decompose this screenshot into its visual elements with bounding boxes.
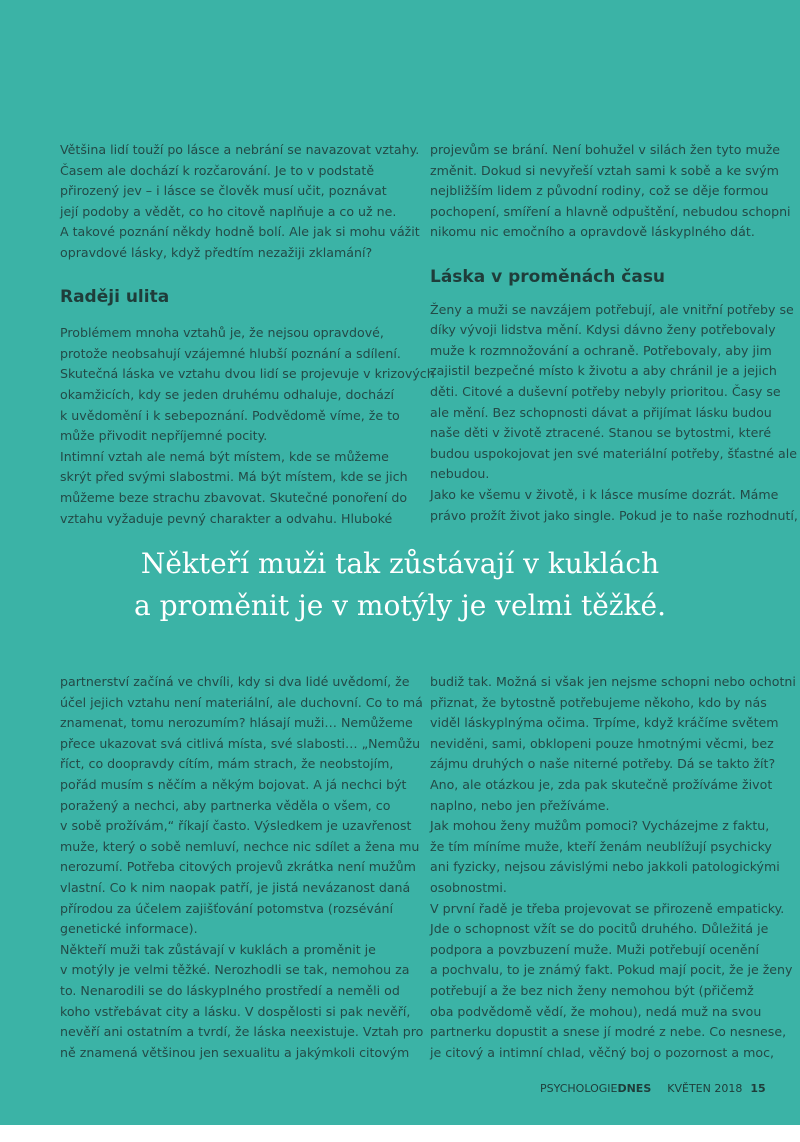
text-line: budou uspokojovat jen své materiální potřeby, šťastné ale: [430, 445, 797, 461]
text-line: Ano, ale otázkou je, zda pak skutečně prožíváme život: [430, 776, 773, 792]
text-line: projevům se brání. Není bohužel v silách žen tyto muže: [430, 142, 781, 157]
text-line: nerozumí. Potřeba citových projevů zkrátka není mužům: [60, 859, 416, 875]
text-line: A takové poznání někdy hodně bolí. Ale jak si mohu vážit: [60, 224, 420, 240]
quote-line: a proměnit je v motýly je velmi těžké.: [134, 589, 666, 622]
text-line: vlastní. Co k nim naopak patří, je jistá nevázanost daná: [60, 879, 411, 895]
text-line: je citový a intimní chlad, věčný boj o pozornost a moc,: [430, 1044, 774, 1060]
body-paragraph: [430, 300, 798, 527]
text-line: partnerství začíná ve chvíli, kdy si dva lidé uvědomí, že: [60, 674, 410, 689]
text-line: V první řadě je třeba projevovat se přirozeně empaticky.: [430, 900, 785, 916]
text-line: Časem ale dochází k rozčarování. Je to v podstatě: [60, 162, 375, 178]
article-column-2: [430, 140, 798, 526]
text-line: nejbližším lidem z původní rodiny, což se děje formou: [430, 183, 769, 199]
pull-quote: [0, 543, 800, 627]
section-heading: Láska v proměnách času: [430, 266, 666, 287]
magazine-name-part1: PSYCHOLOGIE: [540, 1082, 618, 1095]
text-line: v sobě prožívám,“ říkají často. Výsledkem je uzavřenost: [60, 818, 412, 834]
text-line: přírodou za účelem zajišťování potomstva (rozsévání: [60, 900, 394, 916]
text-line: pořád musím s něčím a někým bojovat. A já nechci být: [60, 776, 407, 792]
text-line: Skutečná láska ve vztahu dvou lidí se projevuje v krizových: [60, 366, 435, 382]
text-line: Většina lidí touží po lásce a nebrání se navazovat vztahy.: [60, 142, 420, 157]
text-line: změnit. Dokud si nevyřeší vztah sami k sobě a ke svým: [430, 162, 779, 178]
text-line: ani fyzicky, nejsou závislými nebo jakkoli patologickými: [430, 859, 780, 875]
text-line: muže, který o sobě nemluví, nechce nic sdílet a žena mu: [60, 838, 420, 854]
text-line: díky vývoji lidstva mění. Kdysi dávno ženy potřebovaly: [430, 322, 776, 338]
text-line: děti. Citové a duševní potřeby nebyly prioritou. Časy se: [430, 383, 781, 399]
text-line: právo prožít život jako single. Pokud je to naše rozhodnutí,: [430, 507, 798, 523]
text-line: pochopení, smíření a hlavně odpuštění, nebudou schopni: [430, 203, 791, 219]
text-line: neviděni, sami, obklopeni pouze hmotnými věcmi, bez: [430, 735, 774, 751]
text-line: okamžicích, kdy se jeden druhému odhaluje, dochází: [60, 386, 394, 402]
issue-date: KVĚTEN 2018: [667, 1082, 743, 1095]
text-line: budiž tak. Možná si však jen nejsme schopni nebo ochotni: [430, 674, 796, 689]
text-line: přiznat, že bytostně potřebujeme někoho, kdo by nás: [430, 694, 767, 710]
text-line: ale mění. Bez schopnosti dávat a přijímat lásku budou: [430, 404, 772, 420]
text-line: naše děti v životě ztracené. Stanou se bytostmi, které: [430, 425, 772, 441]
text-line: skrýt před svými slabostmi. Má být místem, kde se jich: [60, 469, 408, 485]
text-line: účel jejich vztahu není materiální, ale duchovní. Co to má: [60, 694, 423, 710]
text-line: přirozený jev – i lásce se člověk musí učit, poznávat: [60, 183, 387, 199]
text-line: přece ukazovat svá citlivá místa, své slabosti… „Nemůžu: [60, 735, 421, 751]
text-line: opravdové lásky, když předtím nezažiji zklamání?: [60, 244, 373, 260]
text-line: podpora a povzbuzení muže. Muži potřebují ocenění: [430, 941, 760, 957]
intro-paragraph: [430, 140, 798, 243]
article-column-1: [60, 140, 435, 529]
text-line: muže k rozmnožování a ochraně. Potřebovaly, aby jim: [430, 342, 772, 358]
text-line: oba podvědomě vědí, že mohou), nedá muž na svou: [430, 1003, 762, 1019]
text-line: osobnostmi.: [430, 879, 507, 895]
article-column-4: [430, 672, 796, 1063]
text-line: říct, co doopravdy cítím, mám strach, že neobstojím,: [60, 756, 394, 772]
quote-line: Někteří muži tak zůstávají v kuklách: [140, 547, 660, 580]
magazine-name: [540, 1082, 651, 1095]
page-number: 15: [750, 1082, 766, 1095]
text-line: Ženy a muži se navzájem potřebují, ale vnitřní potřeby se: [430, 301, 794, 317]
text-line: vztahu vyžaduje pevný charakter a odvahu. Hluboké: [60, 510, 393, 526]
text-line: k uvědomění i k sebepoznání. Podvědomě víme, že to: [60, 407, 400, 423]
text-line: naplno, nebo jen přežíváme.: [430, 797, 610, 813]
page-footer: [540, 1082, 766, 1095]
text-line: poražený a nechci, aby partnerka věděla o všem, co: [60, 797, 391, 813]
text-line: Jde o schopnost vžít se do pocitů druhého. Důležitá je: [430, 921, 769, 937]
article-column-3: [60, 672, 423, 1063]
text-line: můžeme beze strachu zbavovat. Skutečné ponoření do: [60, 489, 408, 505]
magazine-name-part2: DNES: [617, 1082, 652, 1095]
text-line: nevěří ani ostatním a tvrdí, že láska neexistuje. Vztah pro: [60, 1024, 424, 1040]
text-line: v motýly je velmi těžké. Nerozhodli se tak, nemohou za: [60, 962, 410, 978]
text-line: její podoby a vědět, co ho citově naplňuje a co už ne.: [60, 203, 397, 219]
text-line: Jak mohou ženy mužům pomoci? Vycházejme z faktu,: [430, 818, 770, 834]
text-line: nikomu nic emočního a opravdově láskyplného dát.: [430, 224, 755, 240]
intro-paragraph: [60, 140, 435, 264]
text-line: zajistil bezpečné místo k životu a aby chránil je a jejich: [430, 363, 777, 379]
section-heading: Raději ulita: [60, 286, 170, 307]
text-line: viděl láskyplnýma očima. Trpíme, když kráčíme světem: [430, 715, 779, 731]
text-line: nebudou.: [430, 466, 490, 482]
text-line: může přivodit nepříjemné pocity.: [60, 428, 268, 444]
text-line: Někteří muži tak zůstávají v kuklách a proměnit je: [60, 941, 376, 957]
text-line: genetické informace).: [60, 921, 198, 937]
text-line: zájmu druhých o naše niterné potřeby. Dá se takto žít?: [430, 756, 776, 772]
text-line: Problémem mnoha vztahů je, že nejsou opravdové,: [60, 325, 384, 341]
text-line: Jako ke všemu v životě, i k lásce musíme dozrát. Máme: [430, 486, 779, 502]
text-line: že tím míníme muže, kteří ženám neublížují psychicky: [430, 838, 772, 854]
text-line: potřebují a že bez nich ženy nemohou být (přičemž: [430, 982, 754, 998]
text-line: znamenat, tomu nerozumím? hlásají muži… Nemůžeme: [60, 715, 413, 731]
text-line: Intimní vztah ale nemá být místem, kde se můžeme: [60, 448, 389, 464]
text-line: to. Nenarodili se do láskyplného prostředí a neměli od: [60, 982, 400, 998]
text-line: ně znamená většinou jen sexualitu a jakýmkoli citovým: [60, 1044, 410, 1060]
text-line: partnerku dopustit a snese jí modré z nebe. Co nesnese,: [430, 1024, 787, 1040]
text-line: a pochvalu, to je známý fakt. Pokud mají pocit, že je ženy: [430, 962, 793, 978]
text-line: protože neobsahují vzájemné hlubší poznání a sdílení.: [60, 345, 401, 361]
body-paragraph: [60, 323, 435, 529]
text-line: koho vstřebávat city a lásku. V dospělosti si pak nevěří,: [60, 1003, 411, 1019]
